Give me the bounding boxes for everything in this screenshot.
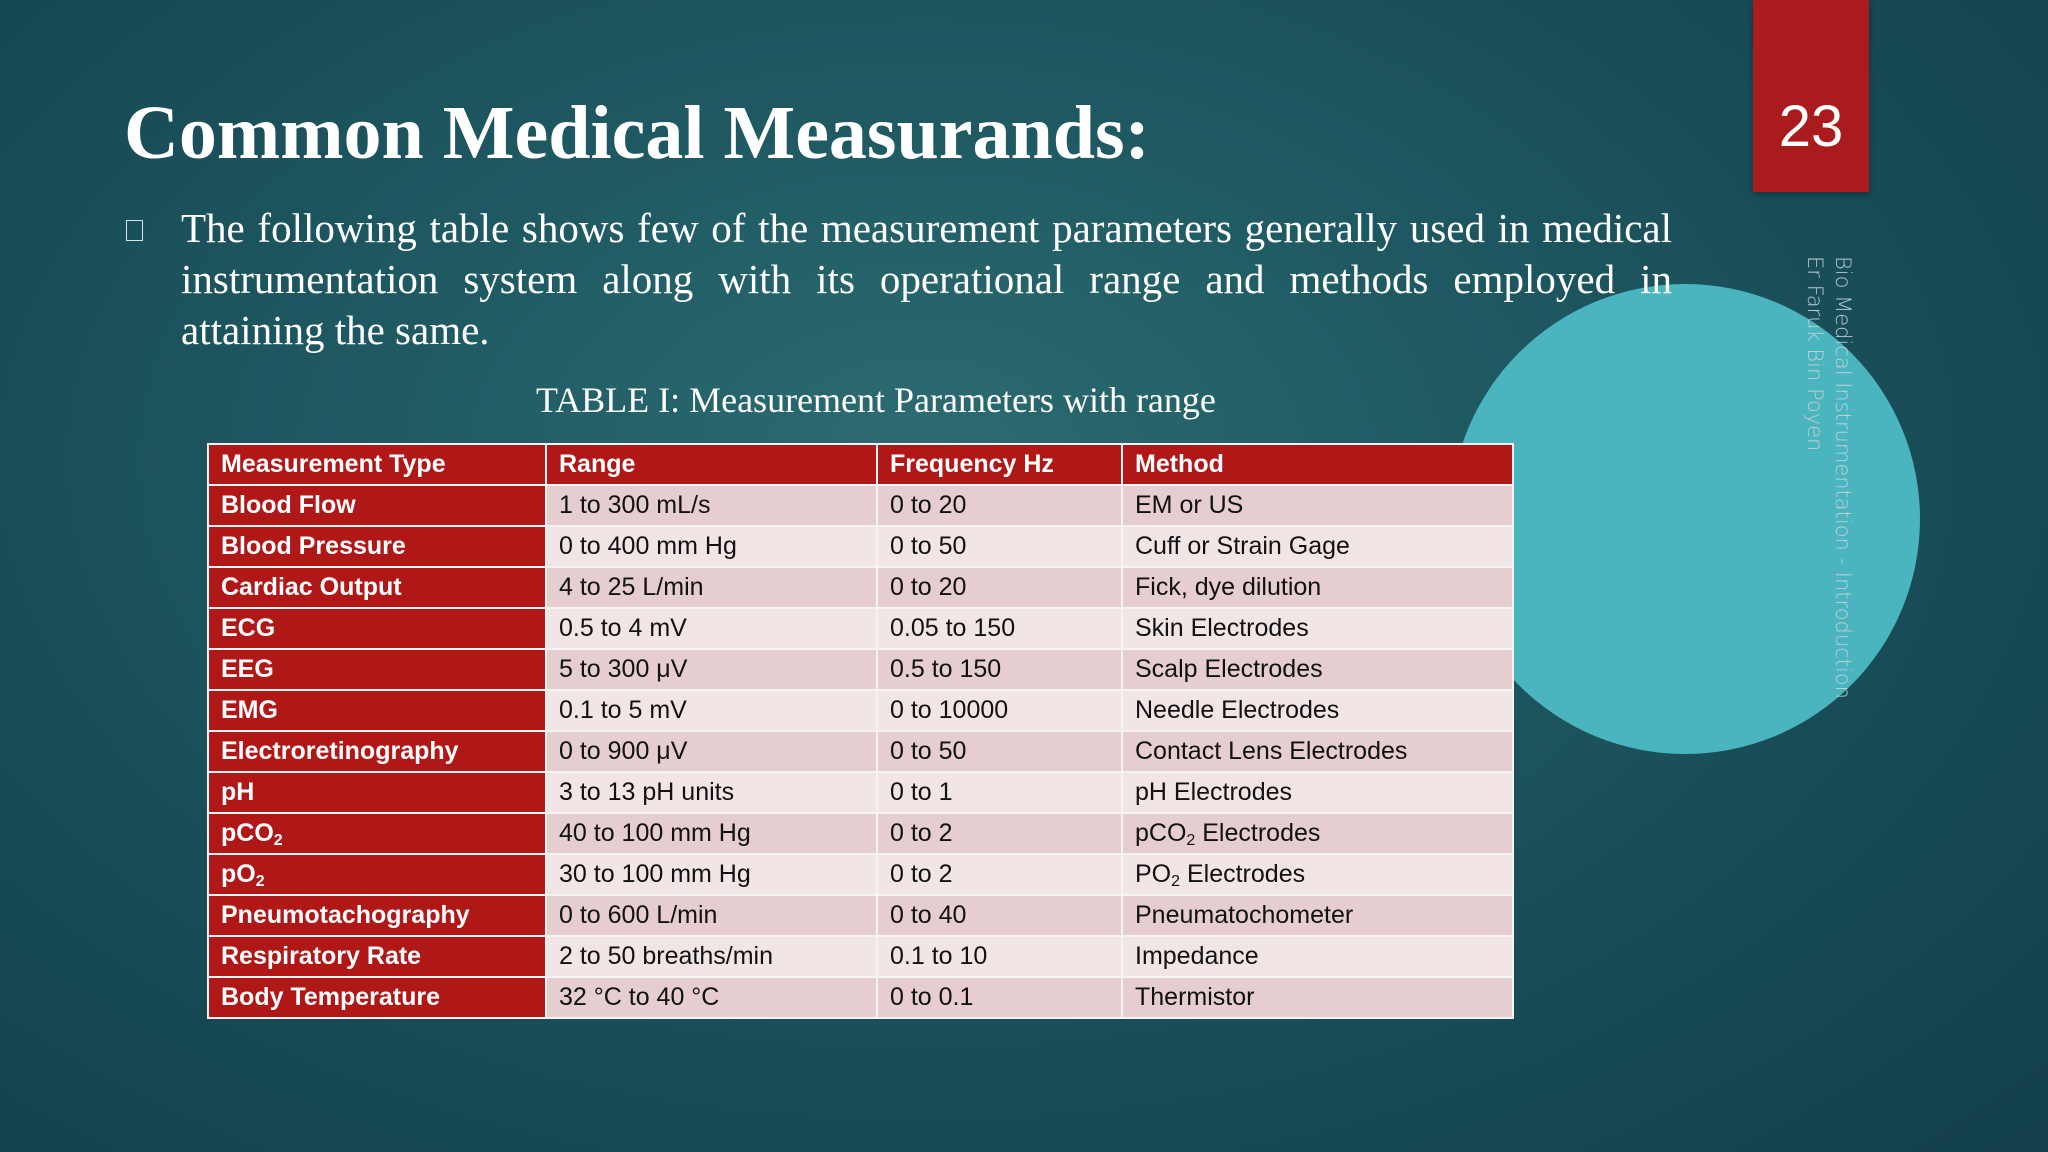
intro-paragraph: The following table shows few of the measurement parameters generally used in medical instrumentation system along with its operational range and methods employed in attaining the same. xyxy=(181,205,1672,353)
cell-range: 0.5 to 4 mV xyxy=(546,608,877,649)
side-text-author: Er Faruk Bin Poyen xyxy=(1803,256,1827,452)
table-row xyxy=(208,526,1513,567)
cell-range: 30 to 100 mm Hg xyxy=(546,854,877,895)
cell-type: Pneumotachography xyxy=(208,895,546,936)
table-row xyxy=(208,608,1513,649)
cell-method xyxy=(1122,854,1513,895)
cell-frequency: 0 to 1 xyxy=(877,772,1122,813)
table-row xyxy=(208,936,1513,977)
cell-range: 5 to 300 μV xyxy=(546,649,877,690)
cell-method: EM or US xyxy=(1122,485,1513,526)
cell-frequency: 0.5 to 150 xyxy=(877,649,1122,690)
cell-range: 32 °C to 40 °C xyxy=(546,977,877,1018)
cell-type: Blood Flow xyxy=(208,485,546,526)
cell-type-base: pO xyxy=(221,860,256,888)
side-footer-text xyxy=(1801,256,1857,699)
table-header-row xyxy=(208,444,1513,485)
cell-frequency: 0 to 2 xyxy=(877,854,1122,895)
cell-type: pH xyxy=(208,772,546,813)
cell-method: Cuff or Strain Gage xyxy=(1122,526,1513,567)
cell-type-subscript: 2 xyxy=(255,873,265,890)
cell-method: Contact Lens Electrodes xyxy=(1122,731,1513,772)
cell-method: Pneumatochometer xyxy=(1122,895,1513,936)
cell-method: Impedance xyxy=(1122,936,1513,977)
cell-type: Respiratory Rate xyxy=(208,936,546,977)
cell-method-rest: Electrodes xyxy=(1180,860,1306,888)
cell-method-subscript: 2 xyxy=(1171,873,1181,890)
cell-method-subscript: 2 xyxy=(1186,832,1196,849)
cell-frequency: 0.05 to 150 xyxy=(877,608,1122,649)
cell-range: 0 to 900 μV xyxy=(546,731,877,772)
table-row xyxy=(208,977,1513,1018)
cell-method-base: pCO xyxy=(1135,819,1187,847)
cell-range: 40 to 100 mm Hg xyxy=(546,813,877,854)
slide-number-badge xyxy=(1753,0,1869,192)
cell-type-subscript: 2 xyxy=(273,832,283,849)
cell-frequency: 0 to 20 xyxy=(877,485,1122,526)
measurands-table xyxy=(207,443,1514,1019)
slide-title: Common Medical Measurands: xyxy=(124,91,1150,175)
cell-method: Scalp Electrodes xyxy=(1122,649,1513,690)
header-method: Method xyxy=(1122,444,1513,485)
table-row xyxy=(208,485,1513,526)
cell-method: Fick, dye dilution xyxy=(1122,567,1513,608)
cell-range: 3 to 13 pH units xyxy=(546,772,877,813)
cell-frequency: 0 to 10000 xyxy=(877,690,1122,731)
table-row xyxy=(208,772,1513,813)
cell-frequency: 0 to 20 xyxy=(877,567,1122,608)
cell-type-base: pCO xyxy=(221,819,274,847)
cell-method: Skin Electrodes xyxy=(1122,608,1513,649)
cell-frequency: 0 to 0.1 xyxy=(877,977,1122,1018)
cell-type xyxy=(208,813,546,854)
cell-method-base: PO xyxy=(1135,860,1172,888)
header-range: Range xyxy=(546,444,877,485)
cell-frequency: 0 to 50 xyxy=(877,526,1122,567)
cell-type: EMG xyxy=(208,690,546,731)
cell-type: Blood Pressure xyxy=(208,526,546,567)
cell-type: ECG xyxy=(208,608,546,649)
square-bullet-icon xyxy=(126,220,143,241)
cell-method: Thermistor xyxy=(1122,977,1513,1018)
slide-number: 23 xyxy=(1778,94,1844,159)
table-row xyxy=(208,854,1513,895)
cell-method-rest: Electrodes xyxy=(1195,819,1321,847)
cell-type: Electroretinography xyxy=(208,731,546,772)
cell-range: 4 to 25 L/min xyxy=(546,567,877,608)
cell-range: 1 to 300 mL/s xyxy=(546,485,877,526)
header-measurement-type: Measurement Type xyxy=(208,444,546,485)
cell-frequency: 0.1 to 10 xyxy=(877,936,1122,977)
table-row xyxy=(208,895,1513,936)
table-caption: TABLE I: Measurement Parameters with range xyxy=(536,380,1216,420)
cell-type: EEG xyxy=(208,649,546,690)
cell-range: 0.1 to 5 mV xyxy=(546,690,877,731)
table-row xyxy=(208,567,1513,608)
table-row xyxy=(208,690,1513,731)
cell-frequency: 0 to 50 xyxy=(877,731,1122,772)
cell-method: pH Electrodes xyxy=(1122,772,1513,813)
header-frequency: Frequency Hz xyxy=(877,444,1122,485)
cell-type: Cardiac Output xyxy=(208,567,546,608)
cell-frequency: 0 to 2 xyxy=(877,813,1122,854)
cell-range: 0 to 400 mm Hg xyxy=(546,526,877,567)
cell-range: 0 to 600 L/min xyxy=(546,895,877,936)
cell-method: Needle Electrodes xyxy=(1122,690,1513,731)
table-row xyxy=(208,649,1513,690)
cell-type: Body Temperature xyxy=(208,977,546,1018)
cell-frequency: 0 to 40 xyxy=(877,895,1122,936)
cell-range: 2 to 50 breaths/min xyxy=(546,936,877,977)
table-row xyxy=(208,813,1513,854)
cell-method xyxy=(1122,813,1513,854)
table-row xyxy=(208,731,1513,772)
side-text-course: Bio Medical Instrumentation - Introduction xyxy=(1831,256,1855,699)
cell-type xyxy=(208,854,546,895)
